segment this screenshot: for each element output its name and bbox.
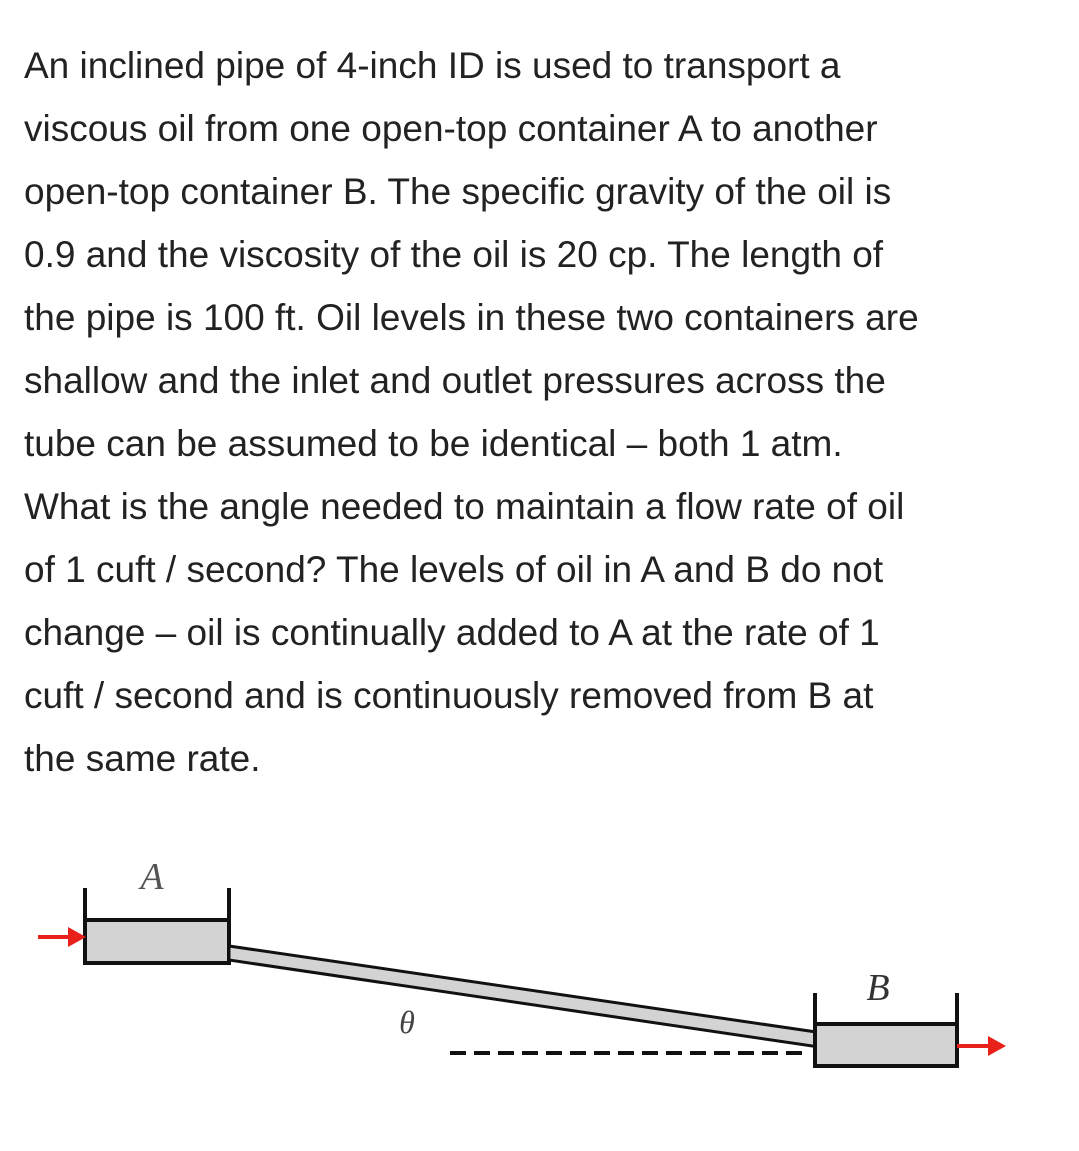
container-a: [85, 888, 229, 963]
problem-line: What is the angle needed to maintain a flow rate of oil: [24, 486, 905, 527]
problem-line: the pipe is 100 ft. Oil levels in these two containers are: [24, 297, 919, 338]
outlet-arrow: [957, 1036, 1006, 1056]
container-a-oil: [85, 920, 229, 962]
problem-line: open-top container B. The specific gravity of the oil is: [24, 171, 892, 212]
pipe-diagram: [0, 830, 1079, 1090]
problem-line: the same rate.: [24, 738, 261, 779]
container-b-label: B: [866, 967, 890, 1009]
problem-line: viscous oil from one open-top container A to another: [24, 108, 878, 149]
problem-line: An inclined pipe of 4-inch ID is used to transport a: [24, 45, 841, 86]
problem-line: tube can be assumed to be identical – both 1 atm.: [24, 423, 843, 464]
problem-line: 0.9 and the viscosity of the oil is 20 cp. The length of: [24, 234, 884, 275]
problem-line: shallow and the inlet and outlet pressures across the: [24, 360, 886, 401]
problem-statement: [24, 34, 1064, 790]
problem-line: cuft / second and is continuously removed from B at: [24, 675, 874, 716]
inlet-arrow: [38, 927, 86, 947]
problem-line: of 1 cuft / second? The levels of oil in A and B do not: [24, 549, 884, 590]
angle-theta-label: θ: [399, 1004, 415, 1040]
inclined-pipe: [229, 946, 823, 1047]
container-b-oil: [815, 1024, 957, 1066]
problem-line: change – oil is continually added to A at the rate of 1: [24, 612, 880, 653]
container-a-label: A: [140, 856, 164, 898]
